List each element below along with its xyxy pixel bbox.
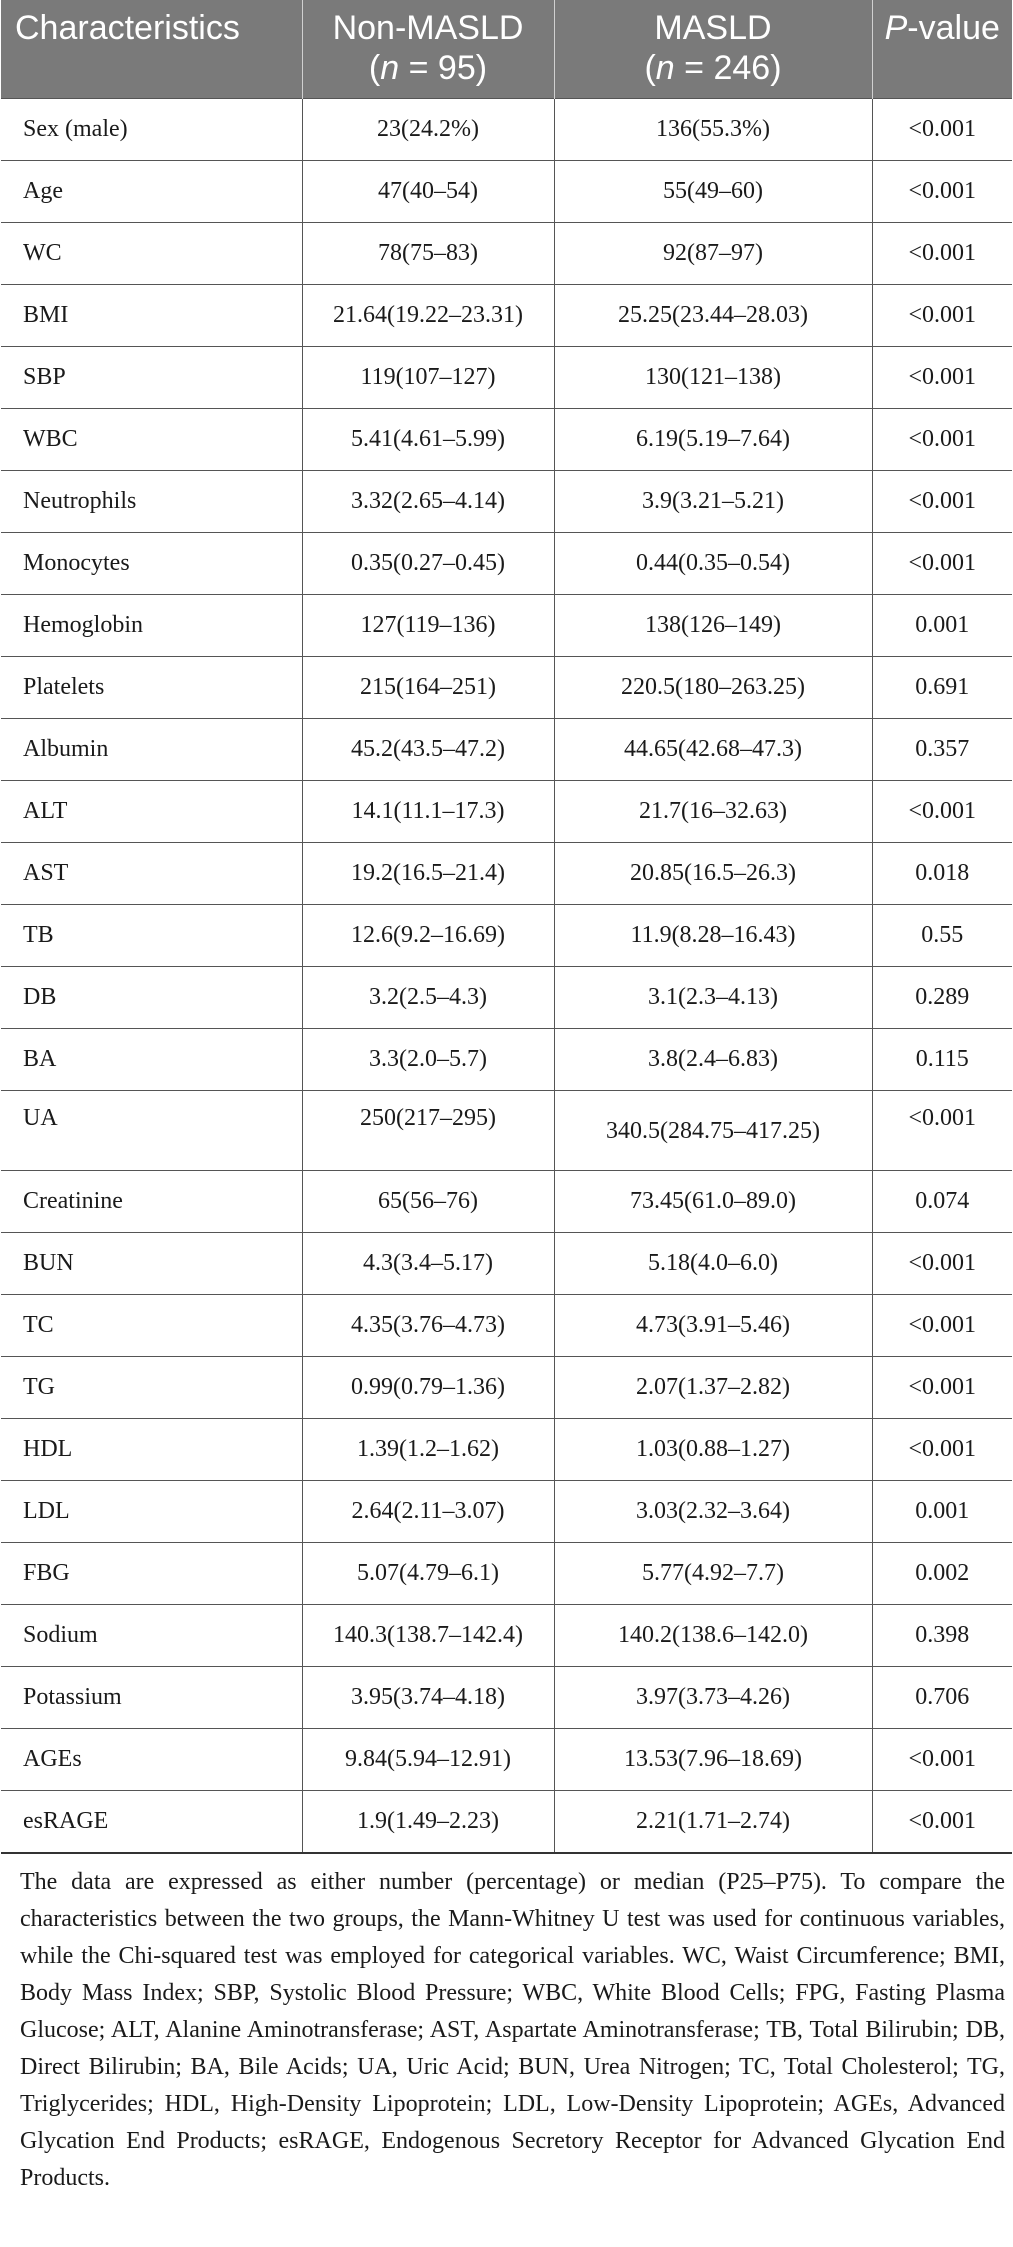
p-value: 0.115 xyxy=(872,1029,1012,1091)
header-non-masld-label: Non-MASLD xyxy=(332,9,524,47)
row-label: SBP xyxy=(1,347,302,409)
non-masld-value: 0.99(0.79–1.36) xyxy=(302,1357,554,1419)
row-label: Sodium xyxy=(1,1605,302,1667)
masld-value: 130(121–138) xyxy=(554,347,872,409)
table-row xyxy=(1,1233,1012,1295)
masld-value: 220.5(180–263.25) xyxy=(554,657,872,719)
p-value: <0.001 xyxy=(872,471,1012,533)
p-value: <0.001 xyxy=(872,409,1012,471)
table-row xyxy=(1,595,1012,657)
non-masld-value: 3.2(2.5–4.3) xyxy=(302,967,554,1029)
header-p-rest: -value xyxy=(907,9,1000,47)
table-row xyxy=(1,223,1012,285)
table-row xyxy=(1,1543,1012,1605)
masld-value: 92(87–97) xyxy=(554,223,872,285)
row-label: WC xyxy=(1,223,302,285)
table-row xyxy=(1,1791,1012,1853)
table-header xyxy=(1,0,1012,99)
table-row xyxy=(1,1481,1012,1543)
masld-value: 55(49–60) xyxy=(554,161,872,223)
non-masld-value: 65(56–76) xyxy=(302,1171,554,1233)
row-label: UA xyxy=(1,1091,302,1171)
row-label: Potassium xyxy=(1,1667,302,1729)
p-value: 0.357 xyxy=(872,719,1012,781)
row-label: Albumin xyxy=(1,719,302,781)
masld-value: 21.7(16–32.63) xyxy=(554,781,872,843)
table-row xyxy=(1,471,1012,533)
non-masld-value: 127(119–136) xyxy=(302,595,554,657)
non-masld-value: 0.35(0.27–0.45) xyxy=(302,533,554,595)
masld-value: 44.65(42.68–47.3) xyxy=(554,719,872,781)
header-non-masld-count: (n = 95) xyxy=(368,49,488,87)
row-label: TC xyxy=(1,1295,302,1357)
header-masld xyxy=(554,0,872,99)
masld-value: 6.19(5.19–7.64) xyxy=(554,409,872,471)
masld-value: 3.1(2.3–4.13) xyxy=(554,967,872,1029)
masld-value: 20.85(16.5–26.3) xyxy=(554,843,872,905)
non-masld-value: 45.2(43.5–47.2) xyxy=(302,719,554,781)
non-masld-value: 47(40–54) xyxy=(302,161,554,223)
p-value: <0.001 xyxy=(872,781,1012,843)
non-masld-value: 12.6(9.2–16.69) xyxy=(302,905,554,967)
table-row xyxy=(1,1029,1012,1091)
table-row xyxy=(1,285,1012,347)
p-value: <0.001 xyxy=(872,1791,1012,1853)
non-masld-value: 140.3(138.7–142.4) xyxy=(302,1605,554,1667)
table-row xyxy=(1,99,1012,161)
row-label: AGEs xyxy=(1,1729,302,1791)
p-value: <0.001 xyxy=(872,1729,1012,1791)
row-label: Sex (male) xyxy=(1,99,302,161)
table-row xyxy=(1,161,1012,223)
header-p-letter: P xyxy=(884,9,908,47)
table-row xyxy=(1,1605,1012,1667)
row-label: TG xyxy=(1,1357,302,1419)
masld-value: 0.44(0.35–0.54) xyxy=(554,533,872,595)
p-value: 0.691 xyxy=(872,657,1012,719)
row-label: Hemoglobin xyxy=(1,595,302,657)
non-masld-value: 78(75–83) xyxy=(302,223,554,285)
masld-value: 13.53(7.96–18.69) xyxy=(554,1729,872,1791)
row-label: AST xyxy=(1,843,302,905)
p-value: 0.018 xyxy=(872,843,1012,905)
p-value: 0.55 xyxy=(872,905,1012,967)
header-characteristics-label: Characteristics xyxy=(15,9,240,47)
row-label: WBC xyxy=(1,409,302,471)
non-masld-value: 19.2(16.5–21.4) xyxy=(302,843,554,905)
masld-value: 3.97(3.73–4.26) xyxy=(554,1667,872,1729)
p-value: <0.001 xyxy=(872,347,1012,409)
p-value: <0.001 xyxy=(872,1419,1012,1481)
p-value: 0.002 xyxy=(872,1543,1012,1605)
masld-value: 140.2(138.6–142.0) xyxy=(554,1605,872,1667)
table-row xyxy=(1,347,1012,409)
table-row xyxy=(1,905,1012,967)
row-label: TB xyxy=(1,905,302,967)
row-label: Age xyxy=(1,161,302,223)
non-masld-value: 119(107–127) xyxy=(302,347,554,409)
p-value: <0.001 xyxy=(872,285,1012,347)
non-masld-value: 14.1(11.1–17.3) xyxy=(302,781,554,843)
p-value: <0.001 xyxy=(872,99,1012,161)
masld-value: 5.77(4.92–7.7) xyxy=(554,1543,872,1605)
table-row xyxy=(1,967,1012,1029)
masld-value: 2.21(1.71–2.74) xyxy=(554,1791,872,1853)
masld-value: 340.5(284.75–417.25) xyxy=(554,1091,872,1171)
header-non-masld-count-text: = 95) xyxy=(399,49,488,87)
table-row xyxy=(1,1091,1012,1171)
row-label: ALT xyxy=(1,781,302,843)
row-label: BA xyxy=(1,1029,302,1091)
p-value: 0.289 xyxy=(872,967,1012,1029)
table-row xyxy=(1,657,1012,719)
row-label: HDL xyxy=(1,1419,302,1481)
row-label: DB xyxy=(1,967,302,1029)
table-footnote: The data are expressed as either number (percentage) or median (P25–P75). To compare the characteristics between the two groups, the Mann-Whitney U test was used for continuous variables, while the Chi-squared test was employed for categorical variables. WC, Waist Circumference; BMI, Body Mass Index; SBP, Systolic Blood Pressure; WBC, White Blood Cells; FPG, Fasting Plasma Glucose; ALT, Alanine Aminotransferase; AST, Aspartate Aminotransferase; TB, Total Bilirubin; DB, Direct Bilirubin; BA, Bile Acids; UA, Uric Acid; BUN, Urea Nitrogen; TC, Total Cholesterol; TG, Triglycerides; HDL, High-Density Lipoprotein; LDL, Low-Density Lipoprotein; AGEs, Advanced Glycation End Products; esRAGE, Endogenous Secretory Receptor for Advanced Glycation End Products. xyxy=(20,1868,1005,2191)
table-row xyxy=(1,781,1012,843)
p-value: <0.001 xyxy=(872,161,1012,223)
masld-value: 136(55.3%) xyxy=(554,99,872,161)
table-row xyxy=(1,1357,1012,1419)
non-masld-value: 250(217–295) xyxy=(302,1091,554,1171)
p-value: 0.706 xyxy=(872,1667,1012,1729)
header-masld-n: n xyxy=(655,49,675,87)
non-masld-value: 1.9(1.49–2.23) xyxy=(302,1791,554,1853)
p-value: 0.001 xyxy=(872,595,1012,657)
non-masld-value: 4.35(3.76–4.73) xyxy=(302,1295,554,1357)
p-value: <0.001 xyxy=(872,1233,1012,1295)
p-value: <0.001 xyxy=(872,1357,1012,1419)
header-non-masld xyxy=(302,0,554,99)
p-value: 0.398 xyxy=(872,1605,1012,1667)
row-label: BMI xyxy=(1,285,302,347)
p-value: <0.001 xyxy=(872,1295,1012,1357)
non-masld-value: 9.84(5.94–12.91) xyxy=(302,1729,554,1791)
table-row xyxy=(1,1419,1012,1481)
header-masld-count-text: = 246) xyxy=(674,49,782,87)
row-label: LDL xyxy=(1,1481,302,1543)
masld-value: 73.45(61.0–89.0) xyxy=(554,1171,872,1233)
table-body xyxy=(1,99,1012,1853)
non-masld-value: 3.95(3.74–4.18) xyxy=(302,1667,554,1729)
non-masld-value: 215(164–251) xyxy=(302,657,554,719)
masld-value: 2.07(1.37–2.82) xyxy=(554,1357,872,1419)
non-masld-value: 5.07(4.79–6.1) xyxy=(302,1543,554,1605)
row-label: BUN xyxy=(1,1233,302,1295)
non-masld-value: 5.41(4.61–5.99) xyxy=(302,409,554,471)
masld-value: 3.9(3.21–5.21) xyxy=(554,471,872,533)
row-label: Platelets xyxy=(1,657,302,719)
p-value: <0.001 xyxy=(872,533,1012,595)
header-masld-label: MASLD xyxy=(654,9,772,47)
non-masld-value: 1.39(1.2–1.62) xyxy=(302,1419,554,1481)
table-row xyxy=(1,533,1012,595)
table-row xyxy=(1,1729,1012,1791)
row-label: FBG xyxy=(1,1543,302,1605)
non-masld-value: 23(24.2%) xyxy=(302,99,554,161)
table-row xyxy=(1,409,1012,471)
masld-value: 3.03(2.32–3.64) xyxy=(554,1481,872,1543)
header-p-value xyxy=(872,0,1012,99)
row-label: esRAGE xyxy=(1,1791,302,1853)
row-label: Creatinine xyxy=(1,1171,302,1233)
table-row xyxy=(1,1295,1012,1357)
characteristics-table xyxy=(1,0,1012,1854)
table-row xyxy=(1,1171,1012,1233)
non-masld-value: 3.32(2.65–4.14) xyxy=(302,471,554,533)
header-non-masld-n: n xyxy=(380,49,400,87)
masld-value: 11.9(8.28–16.43) xyxy=(554,905,872,967)
masld-value: 138(126–149) xyxy=(554,595,872,657)
masld-value: 5.18(4.0–6.0) xyxy=(554,1233,872,1295)
header-characteristics xyxy=(1,0,302,99)
table-row xyxy=(1,719,1012,781)
row-label: Monocytes xyxy=(1,533,302,595)
header-masld-count: (n = 246) xyxy=(644,49,782,87)
non-masld-value: 3.3(2.0–5.7) xyxy=(302,1029,554,1091)
masld-value: 3.8(2.4–6.83) xyxy=(554,1029,872,1091)
table-row xyxy=(1,843,1012,905)
table-row xyxy=(1,1667,1012,1729)
non-masld-value: 21.64(19.22–23.31) xyxy=(302,285,554,347)
non-masld-value: 4.3(3.4–5.17) xyxy=(302,1233,554,1295)
header-row xyxy=(1,0,1012,99)
masld-value: 1.03(0.88–1.27) xyxy=(554,1419,872,1481)
p-value: 0.001 xyxy=(872,1481,1012,1543)
p-value: <0.001 xyxy=(872,1091,1012,1171)
non-masld-value: 2.64(2.11–3.07) xyxy=(302,1481,554,1543)
masld-value: 25.25(23.44–28.03) xyxy=(554,285,872,347)
p-value: 0.074 xyxy=(872,1171,1012,1233)
p-value: <0.001 xyxy=(872,223,1012,285)
row-label: Neutrophils xyxy=(1,471,302,533)
masld-value: 4.73(3.91–5.46) xyxy=(554,1295,872,1357)
